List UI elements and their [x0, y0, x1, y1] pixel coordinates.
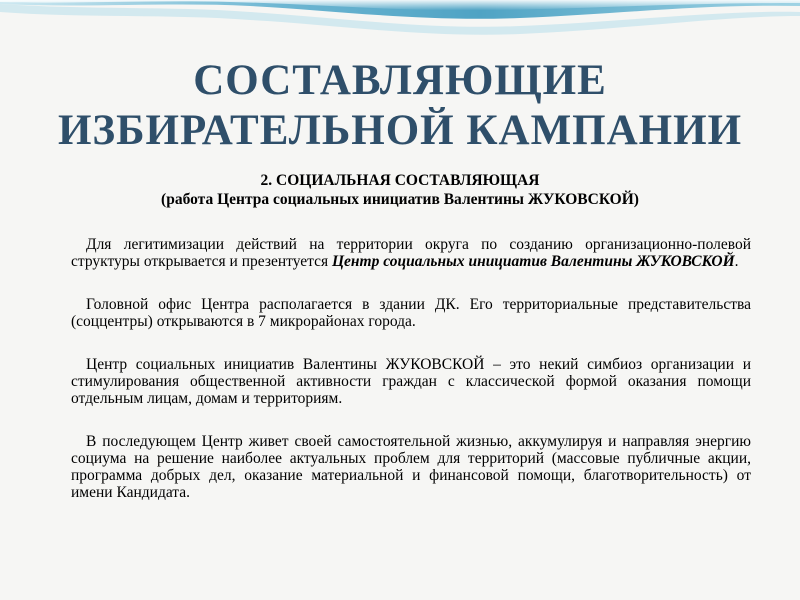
- section-subtitle: [0, 171, 800, 209]
- section-subtitle-line-1: 2. СОЦИАЛЬНАЯ СОСТАВЛЯЮЩАЯ: [260, 172, 540, 189]
- slide-title-line-1: СОСТАВЛЯЮЩИЕ: [193, 57, 607, 104]
- paragraph-4: В последующем Центр живет своей самостоятельной жизнью, аккумулируя и направляя энергию социума на решение наиболее актуальных проблем для территорий (массовые публичные акции, программа добрых дел, оказание материальной и финансовой помощи, благотворительность) от имени Кандидата.: [71, 433, 751, 501]
- body-text: [71, 236, 751, 527]
- slide-title: [0, 56, 800, 156]
- slide-title-line-2: ИЗБИРАТЕЛЬНОЙ КАМПАНИИ: [57, 107, 743, 154]
- paragraph-2: Головной офис Центра располагается в здании ДК. Его территориальные представительства (соццентры) открываются в 7 микрорайонах города.: [71, 296, 751, 330]
- paragraph-1-text-before: Для легитимизации действий на территории округа по созданию организационно-полевой структуры открывается и презентуется: [71, 236, 751, 270]
- paragraph-1-text-after: .: [734, 253, 739, 270]
- paragraph-1-emphasis: Центр социальных инициатив Валентины ЖУКОВСКОЙ: [331, 253, 735, 270]
- paragraph-3: Центр социальных инициатив Валентины ЖУКОВСКОЙ – это некий симбиоз организации и стимулирования общественной активности граждан с классической формой оказания помощи отдельным лицам, домам и территориям.: [71, 356, 751, 407]
- header-wave-decoration: [0, 0, 800, 60]
- section-subtitle-line-2: (работа Центра социальных инициатив Валентины ЖУКОВСКОЙ): [161, 191, 639, 208]
- paragraph-1: [71, 236, 751, 270]
